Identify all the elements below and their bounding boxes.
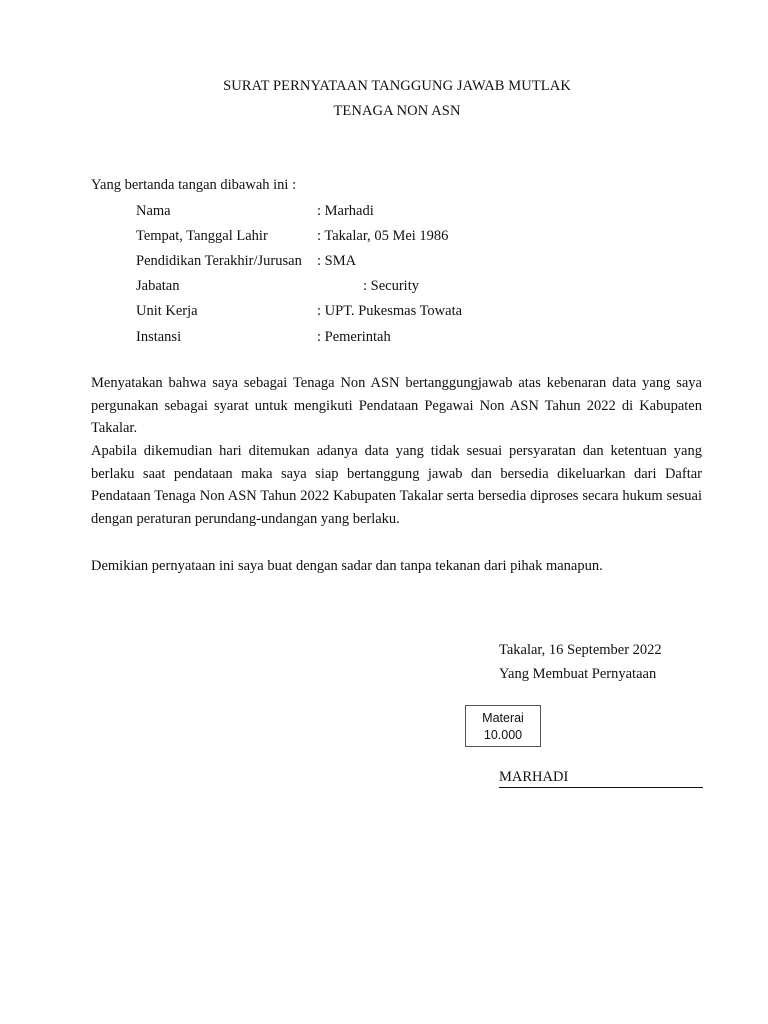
identity-label: Unit Kerja bbox=[136, 303, 198, 319]
place-date: Takalar, 16 September 2022 bbox=[499, 642, 662, 658]
intro-text: Yang bertanda tangan dibawah ini : bbox=[91, 177, 297, 193]
stamp-label: Materai bbox=[482, 711, 524, 725]
identity-value: : Marhadi bbox=[317, 203, 374, 219]
identity-value: : Takalar, 05 Mei 1986 bbox=[317, 228, 449, 244]
identity-label: Pendidikan Terakhir/Jurusan bbox=[136, 253, 302, 269]
identity-value: : UPT. Pukesmas Towata bbox=[317, 303, 463, 319]
document-subtitle: TENAGA NON ASN bbox=[333, 103, 461, 119]
document-title: SURAT PERNYATAAN TANGGUNG JAWAB MUTLAK bbox=[223, 78, 571, 94]
duty-stamp-box bbox=[465, 705, 541, 747]
statement-paragraph: Menyatakan bahwa saya sebagai Tenaga Non ASN bertanggungjawab atas kebenaran data yang saya pergunakan sebagai syarat untuk mengikuti Pendataan Pegawai Non ASN Tahun 2022 di Kabupaten Takalar. bbox=[91, 375, 702, 436]
identity-value: : SMA bbox=[317, 253, 357, 269]
maker-label: Yang Membuat Pernyataan bbox=[499, 666, 657, 682]
signer-name: MARHADI bbox=[499, 769, 703, 788]
closing-paragraph: Demikian pernyataan ini saya buat dengan sadar dan tanpa tekanan dari pihak manapun. bbox=[91, 558, 603, 574]
identity-label: Nama bbox=[136, 203, 171, 219]
identity-value: : Security bbox=[363, 278, 419, 294]
stamp-value: 10.000 bbox=[483, 728, 523, 742]
identity-label: Jabatan bbox=[136, 278, 180, 294]
identity-label: Instansi bbox=[136, 329, 182, 345]
identity-label: Tempat, Tanggal Lahir bbox=[136, 228, 268, 244]
liability-paragraph: Apabila dikemudian hari ditemukan adanya data yang tidak sesuai persyaratan dan ketentuan yang berlaku saat pendataan maka saya siap bertanggung jawab dan bersedia dikeluarkan dari Daftar Pendataan Tenaga Non ASN Tahun 2022 Kabupaten Takalar serta bersedia diproses secara hukum sesuai dengan peraturan perundang-undangan yang berlaku. bbox=[91, 443, 702, 527]
identity-value: : Pemerintah bbox=[317, 329, 391, 345]
